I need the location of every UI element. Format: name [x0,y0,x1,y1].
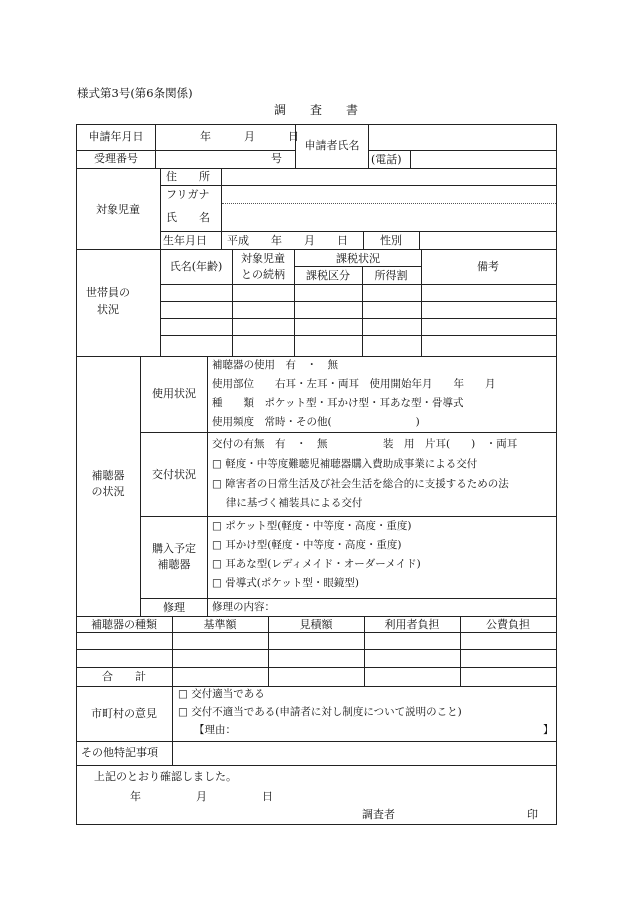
col-relation-line1: 対象児童 [241,252,285,265]
receipt-number-label: 受理番号 [94,152,138,165]
apply-date-label: 申請年月日 [88,130,144,143]
col-remarks: 備考 [477,260,499,273]
dob-label: 生年月日 [163,234,207,247]
usage-line: 種 類 ポケット型・耳かけ型・耳あな型・骨導式 [212,397,464,409]
investigator-label: 調査者 [362,808,395,821]
page-title: 調 査 書 [273,103,359,117]
planned-aid-label-line1: 購入予定 [152,542,196,555]
planned-aid-label-line2: 補聴器 [157,558,191,571]
form-number: 様式第3号(第6条関係) [77,86,193,100]
grant-status-label: 交付状況 [152,468,196,481]
total-label: 合 計 [102,670,146,683]
col-tax-status: 課税状況 [336,252,380,265]
col-aid-type: 補聴器の種類 [91,618,157,631]
repair-label: 修理 [163,601,185,614]
child-name-label: 氏 名 [166,211,210,224]
hearing-aid-label-line2: の状況 [91,485,125,498]
municipal-opinion-label: 市町村の意見 [91,707,157,720]
gender-label: 性別 [380,234,402,247]
col-public-burden: 公費負担 [486,618,530,631]
confirmation-date[interactable]: 年 月 日 [130,790,273,803]
repair-content[interactable]: 修理の内容： [212,601,275,613]
col-user-burden: 利用者負担 [384,618,440,631]
opinion-inappropriate-checkbox[interactable]: □ 交付不適当である(申請者に対し制度について説明のこと) [178,706,462,718]
applicant-name-label: 申請者氏名 [304,139,360,152]
usage-line: 使用部位 右耳・左耳・両耳 使用開始年月 年 月 [212,378,496,390]
usage-line: 使用頻度 常時・その他( ) [212,416,420,428]
other-notes-label: その他特記事項 [81,746,158,759]
usage-status-label: 使用状況 [152,387,196,400]
furigana-label: フリガナ [166,188,210,201]
seal-mark: 印 [527,808,538,821]
furigana-separator [222,203,556,204]
receipt-number-suffix: 号 [271,152,282,165]
col-estimate: 見積額 [299,618,333,631]
reason-close: 】 [543,724,554,736]
address-label: 住 所 [166,170,210,183]
household-label-line1: 世帯員の [86,286,130,299]
hearing-aid-label-line1: 補聴器 [91,469,125,482]
planned-aid-option[interactable]: □ 耳あな型(レディメイド・オーダーメイド) [212,558,421,570]
grant-option[interactable]: □ 軽度・中等度難聴児補聴器購入費助成事業による交付 [212,458,478,470]
planned-aid-option[interactable]: □ 耳かけ型(軽度・中等度・高度・重度) [212,539,402,551]
opinion-appropriate-checkbox[interactable]: □ 交付適当である [178,688,265,700]
col-relation-line2: との続柄 [241,268,285,281]
confirmation-text: 上記のとおり確認しました。 [94,770,237,783]
phone-label: (電話) [371,153,402,166]
col-name-age: 氏名(年齢) [169,260,223,273]
grant-option[interactable]: □ 障害者の日常生活及び社会生活を総合的に支援するための法 [212,478,509,490]
target-child-label: 対象児童 [96,203,140,216]
planned-aid-option[interactable]: □ ポケット型(軽度・中等度・高度・重度) [212,520,412,532]
grant-wearing: 装 用 片耳( ) ・両耳 [383,438,518,450]
col-income-levy: 所得割 [374,269,408,282]
col-base-amount: 基準額 [203,618,237,631]
dob-field[interactable]: 平成 年 月 日 [227,234,348,247]
household-label-line2: 状況 [97,303,119,316]
usage-line: 補聴器の使用 有 ・ 無 [212,359,338,371]
apply-date-field[interactable]: 年 月 日 [200,130,299,143]
planned-aid-option[interactable]: □ 骨導式(ポケット型・眼鏡型) [212,577,359,589]
grant-option-continued: 律に基づく補装具による交付 [212,497,363,509]
col-tax-class: 課税区分 [306,269,350,282]
grant-availability: 交付の有無 有 ・ 無 [212,438,328,450]
reason-open: 【理由： [194,724,236,736]
